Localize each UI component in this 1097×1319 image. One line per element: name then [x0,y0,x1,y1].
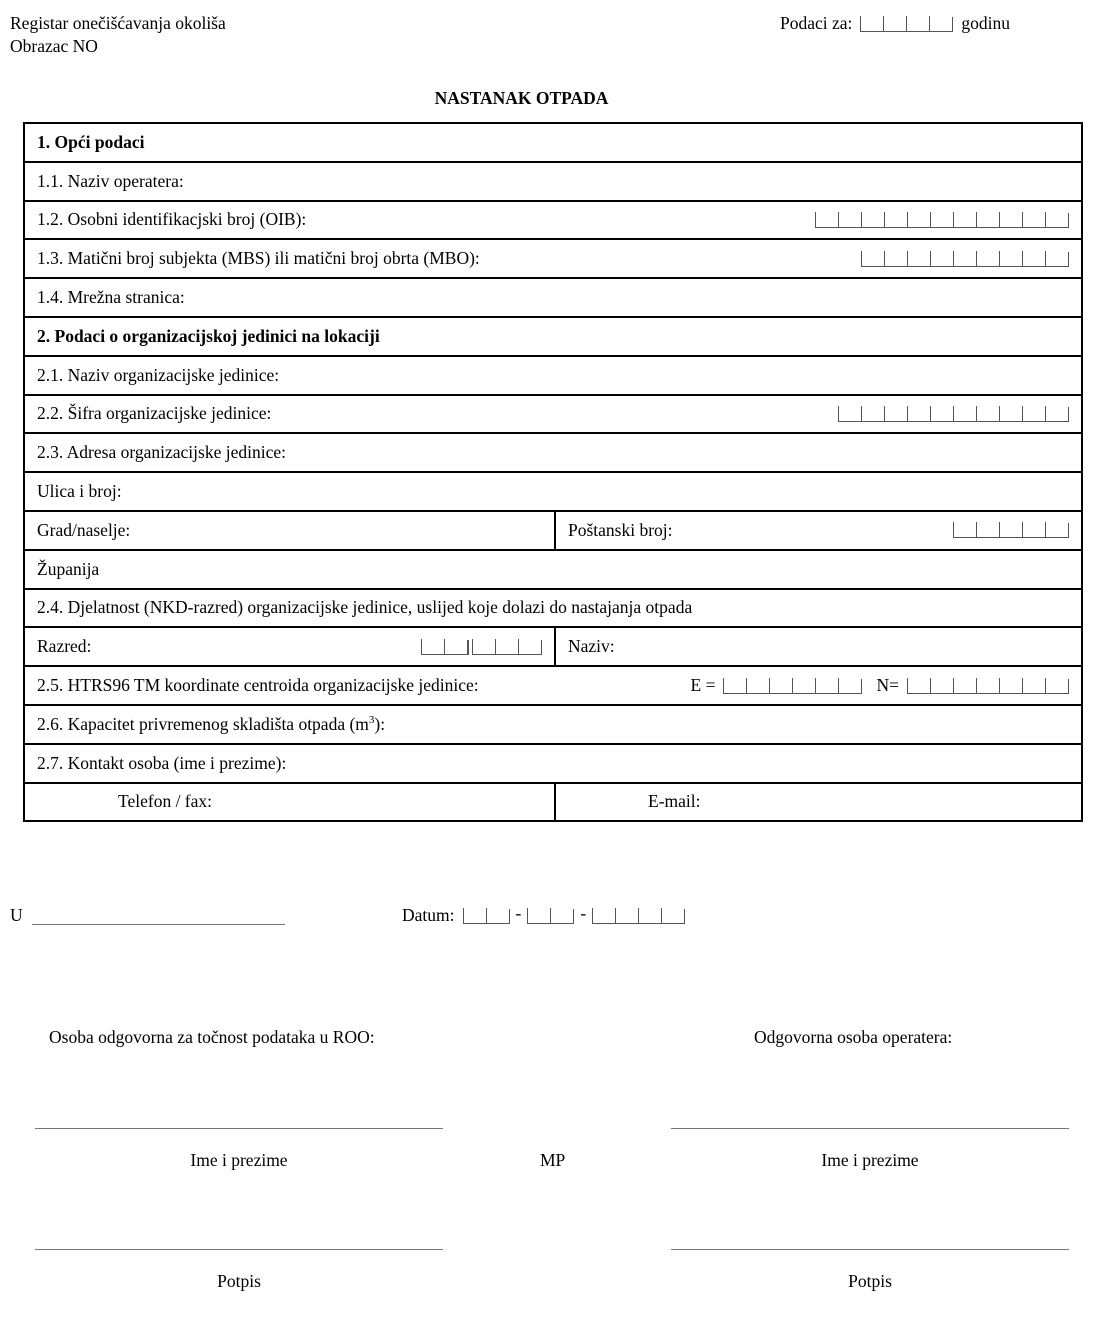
county-field[interactable]: Županija [24,550,1082,589]
digit-box[interactable] [769,678,792,694]
class-label: Razred: [37,636,92,657]
digit-box[interactable] [930,406,953,422]
box-end [573,909,574,924]
year-field[interactable] [780,13,1010,34]
digit-box[interactable] [999,406,1022,422]
date-field[interactable] [402,902,685,926]
box-end [952,17,953,32]
e-boxes[interactable] [723,678,862,694]
digit-box[interactable] [884,406,907,422]
digit-box[interactable] [421,639,444,655]
box-end [541,640,542,655]
digit-box[interactable] [815,212,838,228]
unit-code-boxes[interactable] [838,406,1069,422]
right-name-line[interactable] [671,1128,1069,1129]
digit-box[interactable] [592,908,615,924]
digit-box[interactable] [838,678,861,694]
digit-box[interactable] [884,212,907,228]
digit-box[interactable] [953,251,976,267]
email-field[interactable]: E-mail: [555,783,1082,822]
right-signature-label: Potpis [848,1271,892,1291]
right-name-label: Ime i prezime [821,1150,919,1170]
digit-box[interactable] [976,251,999,267]
digit-box[interactable] [815,678,838,694]
digit-box[interactable] [999,251,1022,267]
digit-box[interactable] [1045,251,1068,267]
digit-box[interactable] [907,251,930,267]
digit-box[interactable] [518,639,541,655]
digit-box[interactable] [930,251,953,267]
digit-box[interactable] [723,678,746,694]
register-name: Registar onečišćavanja okoliša [10,13,226,33]
contact-person-field[interactable]: 2.7. Kontakt osoba (ime i prezime): [24,744,1082,783]
digit-box[interactable] [861,212,884,228]
phone-field[interactable]: Telefon / fax: [24,783,555,822]
stamp-label: MP [540,1150,566,1170]
place-line[interactable] [32,924,285,925]
digit-box[interactable] [930,678,953,694]
digit-box[interactable] [860,16,883,32]
digit-box[interactable] [444,639,467,655]
date-label: Datum: [402,905,455,925]
digit-box[interactable] [1045,678,1068,694]
storage-capacity-field[interactable] [24,705,1082,744]
oib-boxes[interactable] [815,212,1069,228]
digit-box[interactable] [953,212,976,228]
box-end [1068,407,1069,422]
digit-box[interactable] [1022,678,1045,694]
unit-address-label: 2.3. Adresa organizacijske jedinice: [24,433,1082,472]
date-boxes[interactable] [463,902,686,924]
digit-box[interactable] [907,406,930,422]
digit-box[interactable] [838,406,861,422]
section-2: 2. Podaci o organizacijskoj jedinici na lokaciji [24,317,1082,356]
digit-box[interactable] [1022,522,1045,538]
year-label: Podaci za: [780,13,853,33]
digit-box[interactable] [907,678,930,694]
right-heading: Odgovorna osoba operatera: [754,1027,953,1047]
digit-box[interactable] [907,212,930,228]
section-1: 1. Opći podaci [24,123,1082,162]
digit-box[interactable] [999,212,1022,228]
storage-sup: 3 [368,714,375,727]
mbs-label: 1.3. Matični broj subjekta (MBS) ili matični broj obrta (MBO): [37,248,480,269]
postal-label: Poštanski broj: [568,519,673,540]
activity-name-field[interactable]: Naziv: [555,627,1082,666]
left-heading: Osoba odgovorna za točnost podataka u ROO: [49,1027,375,1047]
class-boxes[interactable] [421,639,542,655]
left-signature-label: Potpis [217,1271,261,1291]
coords-label: 2.5. HTRS96 TM koordinate centroida organizacijske jedinice: [37,675,479,696]
oib-label: 1.2. Osobni identifikacjski broj (OIB): [37,209,307,230]
digit-box[interactable] [838,212,861,228]
digit-box[interactable] [906,16,929,32]
digit-box[interactable] [1022,406,1045,422]
digit-box[interactable] [929,16,952,32]
n-label: N= [876,675,899,696]
digit-box[interactable] [953,678,976,694]
digit-box[interactable] [861,406,884,422]
digit-box[interactable] [792,678,815,694]
digit-box[interactable] [976,522,999,538]
box-end [1068,252,1069,267]
storage-label-end: ): [374,713,386,734]
operator-name-field[interactable]: 1.1. Naziv operatera: [24,162,1082,201]
page-title: NASTANAK OTPADA [434,88,609,108]
digit-box[interactable] [884,251,907,267]
left-name-line[interactable] [35,1128,443,1129]
left-signature-line[interactable] [35,1249,443,1250]
website-field[interactable]: 1.4. Mrežna stranica: [24,278,1082,317]
form-name: Obrazac NO [10,36,98,56]
digit-box[interactable] [976,406,999,422]
digit-box[interactable] [1022,251,1045,267]
digit-box[interactable] [486,908,509,924]
place-prefix: U [10,905,23,925]
form-table [23,122,1083,822]
box-end [1068,679,1069,694]
digit-box[interactable] [953,522,976,538]
unit-name-field[interactable]: 2.1. Naziv organizacijske jedinice: [24,356,1082,395]
digit-box[interactable] [472,639,495,655]
digit-box[interactable] [638,908,661,924]
box-end [509,909,510,924]
digit-box[interactable] [930,212,953,228]
digit-box[interactable] [1045,406,1068,422]
unit-code-label: 2.2. Šifra organizacijske jedinice: [37,403,272,424]
box-end [684,909,685,924]
city-field[interactable]: Grad/naselje: [24,511,555,550]
mbs-boxes[interactable] [861,251,1069,267]
postal-boxes[interactable] [953,522,1069,538]
digit-box[interactable] [550,908,573,924]
digit-box[interactable] [953,406,976,422]
digit-box[interactable] [1022,212,1045,228]
box-end [861,679,862,694]
digit-box[interactable] [976,212,999,228]
digit-box[interactable] [661,908,684,924]
year-boxes[interactable] [860,16,953,32]
street-field[interactable]: Ulica i broj: [24,472,1082,511]
digit-box[interactable] [861,251,884,267]
digit-box[interactable] [1045,212,1068,228]
digit-box[interactable] [1045,522,1068,538]
year-suffix: godinu [961,13,1011,33]
digit-box[interactable] [615,908,638,924]
n-boxes[interactable] [907,678,1069,694]
digit-box[interactable] [999,678,1022,694]
date-separator: - [515,902,522,923]
e-label: E = [690,675,716,696]
digit-box[interactable] [527,908,550,924]
digit-box[interactable] [495,639,518,655]
digit-box[interactable] [976,678,999,694]
digit-box[interactable] [746,678,769,694]
digit-box[interactable] [883,16,906,32]
box-end [1068,523,1069,538]
right-signature-line[interactable] [671,1249,1069,1250]
storage-label: 2.6. Kapacitet privremenog skladišta otpada (m [37,713,369,734]
digit-box[interactable] [999,522,1022,538]
activity-label: 2.4. Djelatnost (NKD-razred) organizacijske jedinice, uslijed koje dolazi do nastajanja otpada [24,589,1082,628]
box-end [1068,213,1069,228]
date-separator: - [580,902,587,923]
digit-box[interactable] [463,908,486,924]
left-name-label: Ime i prezime [190,1150,288,1170]
